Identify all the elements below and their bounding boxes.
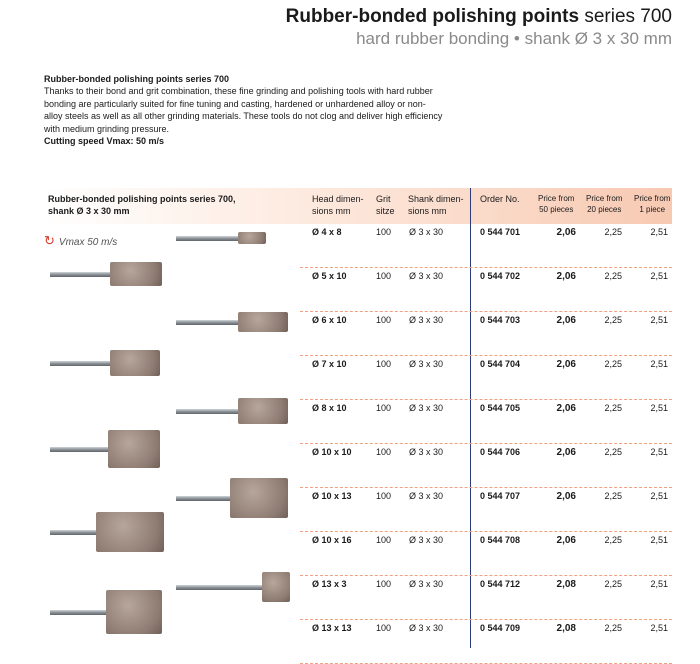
price-50-pieces: 2,06 (556, 447, 576, 458)
polishing-point-image (50, 430, 160, 468)
header-price-1 (634, 193, 670, 215)
head-dimension: Ø 5 x 10 (312, 271, 347, 281)
header-description (48, 193, 236, 217)
price-1-piece: 2,51 (650, 359, 668, 369)
tool-head (110, 350, 160, 376)
tool-head (262, 572, 290, 602)
header-desc-line1: Rubber-bonded polishing points series 700, (48, 194, 236, 204)
tool-shank (50, 610, 106, 615)
shank-dimension: Ø 3 x 30 (409, 579, 444, 589)
price-1-piece: 2,51 (650, 535, 668, 545)
intro-heading: Rubber-bonded polishing points series 700 (44, 74, 230, 84)
price-50-pieces: 2,08 (556, 623, 576, 634)
title-bold: Rubber-bonded polishing points (285, 6, 580, 27)
head-dimension: Ø 10 x 10 (312, 447, 352, 457)
grit-size: 100 (376, 579, 392, 589)
head-dimension: Ø 7 x 10 (312, 359, 347, 369)
shank-dimension: Ø 3 x 30 (409, 447, 444, 457)
shank-dimension: Ø 3 x 30 (409, 623, 444, 633)
header-price-50 (538, 193, 574, 215)
header-shank-line2: sions mm (408, 206, 447, 216)
price-50-pieces: 2,06 (556, 359, 576, 370)
price-1-piece: 2,51 (650, 271, 668, 281)
shank-dimension: Ø 3 x 30 (409, 227, 444, 237)
order-number: 0 544 704 (480, 359, 521, 369)
grit-size: 100 (376, 271, 392, 281)
tool-shank (176, 585, 262, 590)
tool-shank (176, 496, 230, 501)
price-50-pieces: 2,06 (556, 403, 576, 414)
price-50-pieces: 2,06 (556, 271, 576, 282)
intro-body: Thanks to their bond and grit combination, these fine grinding and polishing tools with hard rubber bonding are particularly suited for fine tuning and casting, hardened or unhardened alloy or non-alloy steels as well as all other grinding materials. These tools do not clog and deliver high efficiency with medium grinding pressure. (44, 86, 443, 134)
polishing-point-image (50, 590, 162, 634)
tool-head (96, 512, 164, 552)
grit-size: 100 (376, 535, 392, 545)
head-dimension: Ø 10 x 13 (312, 491, 352, 501)
header-p1-line2: 1 piece (639, 205, 666, 214)
price-20-pieces: 2,25 (604, 623, 622, 633)
header-desc-line2: shank Ø 3 x 30 mm (48, 206, 130, 216)
price-1-piece: 2,51 (650, 623, 668, 633)
tool-head (110, 262, 162, 286)
grit-size: 100 (376, 491, 392, 501)
price-1-piece: 2,51 (650, 491, 668, 501)
polishing-point-image (176, 478, 288, 518)
header-grit (376, 193, 395, 217)
price-1-piece: 2,51 (650, 227, 668, 237)
header-head-line2: sions mm (312, 206, 351, 216)
header-grit-line1: Grit (376, 194, 391, 204)
tool-head (108, 430, 160, 468)
order-number: 0 544 701 (480, 227, 521, 237)
intro-section (44, 73, 444, 147)
polishing-point-image (176, 232, 266, 244)
price-20-pieces: 2,25 (604, 403, 622, 413)
header-shank-line1: Shank dimen- (408, 194, 464, 204)
polishing-point-image (50, 512, 164, 552)
header-price-20 (586, 193, 622, 215)
price-50-pieces: 2,06 (556, 315, 576, 326)
price-20-pieces: 2,25 (604, 579, 622, 589)
vmax-label: Vmax 50 m/s (58, 237, 118, 248)
head-dimension: Ø 10 x 16 (312, 535, 352, 545)
price-50-pieces: 2,06 (556, 535, 576, 546)
price-20-pieces: 2,25 (604, 359, 622, 369)
header-grit-line2: sitze (376, 206, 395, 216)
tool-head (238, 232, 266, 244)
header-p50-line1: Price from (538, 194, 575, 203)
polishing-point-image (50, 262, 162, 286)
tool-shank (176, 409, 238, 414)
tool-shank (176, 320, 238, 325)
header-shank-dims (408, 193, 464, 217)
order-number: 0 544 707 (480, 491, 521, 501)
polishing-point-image (50, 350, 160, 376)
tool-shank (50, 272, 110, 277)
polishing-point-image (176, 572, 290, 602)
header-order-no: Order No. (480, 194, 520, 204)
grit-size: 100 (376, 227, 392, 237)
table-header (44, 188, 672, 224)
price-1-piece: 2,51 (650, 447, 668, 457)
shank-dimension: Ø 3 x 30 (409, 359, 444, 369)
header-p20-line1: Price from (586, 194, 623, 203)
price-1-piece: 2,51 (650, 579, 668, 589)
price-50-pieces: 2,06 (556, 227, 576, 238)
grit-size: 100 (376, 403, 392, 413)
grit-size: 100 (376, 359, 392, 369)
price-50-pieces: 2,06 (556, 491, 576, 502)
head-dimension: Ø 4 x 8 (312, 227, 342, 237)
page-title (286, 6, 672, 28)
order-number: 0 544 712 (480, 579, 521, 589)
rotation-arrow-icon: ↻ (44, 233, 55, 248)
grit-size: 100 (376, 623, 392, 633)
shank-dimension: Ø 3 x 30 (409, 491, 444, 501)
grit-size: 100 (376, 447, 392, 457)
tool-shank (50, 530, 96, 535)
tool-head (230, 478, 288, 518)
tool-shank (176, 236, 238, 241)
head-dimension: Ø 13 x 3 (312, 579, 347, 589)
order-number: 0 544 706 (480, 447, 521, 457)
page-subtitle: hard rubber bonding • shank Ø 3 x 30 mm (356, 29, 672, 48)
tool-head (238, 398, 288, 424)
order-number: 0 544 702 (480, 271, 521, 281)
head-dimension: Ø 6 x 10 (312, 315, 347, 325)
polishing-point-image (176, 312, 288, 332)
polishing-point-image (176, 398, 288, 424)
head-dimension: Ø 13 x 13 (312, 623, 352, 633)
header-head-dims (312, 193, 364, 217)
header-p50-line2: 50 pieces (539, 205, 574, 214)
order-number: 0 544 705 (480, 403, 521, 413)
price-20-pieces: 2,25 (604, 491, 622, 501)
order-number: 0 544 708 (480, 535, 521, 545)
price-20-pieces: 2,25 (604, 535, 622, 545)
cutting-speed: Cutting speed Vmax: 50 m/s (44, 136, 165, 147)
shank-dimension: Ø 3 x 30 (409, 315, 444, 325)
price-20-pieces: 2,25 (604, 227, 622, 237)
tool-head (106, 590, 162, 634)
order-number: 0 544 703 (480, 315, 521, 325)
order-number: 0 544 709 (480, 623, 521, 633)
tool-shank (50, 447, 108, 452)
price-20-pieces: 2,25 (604, 315, 622, 325)
head-dimension: Ø 8 x 10 (312, 403, 347, 413)
shank-dimension: Ø 3 x 30 (409, 535, 444, 545)
price-1-piece: 2,51 (650, 315, 668, 325)
header-p20-line2: 20 pieces (587, 205, 622, 214)
shank-dimension: Ø 3 x 30 (409, 403, 444, 413)
header-head-line1: Head dimen- (312, 194, 364, 204)
header-p1-line1: Price from (634, 194, 671, 203)
tool-head (238, 312, 288, 332)
price-20-pieces: 2,25 (604, 271, 622, 281)
grit-size: 100 (376, 315, 392, 325)
shank-dimension: Ø 3 x 30 (409, 271, 444, 281)
tool-shank (50, 361, 110, 366)
price-1-piece: 2,51 (650, 403, 668, 413)
price-50-pieces: 2,08 (556, 579, 576, 590)
price-20-pieces: 2,25 (604, 447, 622, 457)
title-series: series 700 (584, 6, 672, 27)
